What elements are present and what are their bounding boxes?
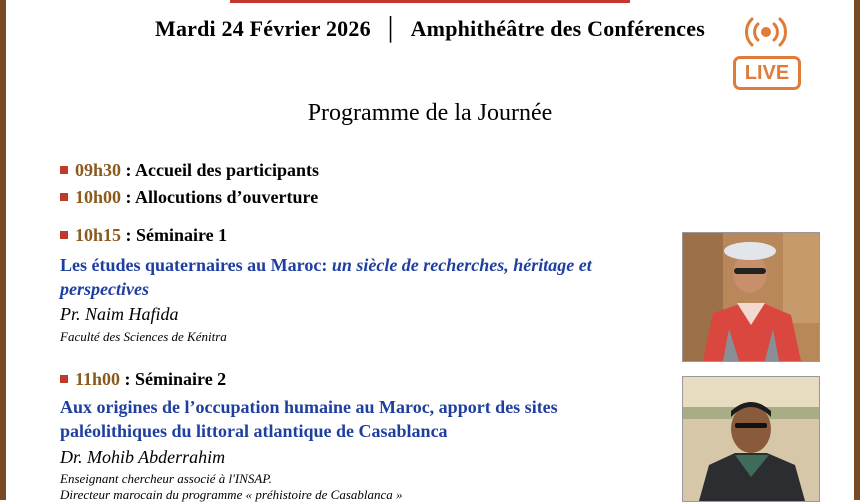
seminar-2-title-line-1: Aux origines de l’occupation humaine au Maroc, apport des sites <box>60 397 558 417</box>
seminar-time: 10h15 <box>75 225 122 245</box>
bullet-square-icon <box>60 166 68 174</box>
seminar-2-heading <box>60 369 226 390</box>
seminar-label: : Séminaire 2 <box>120 369 227 389</box>
seminar-2-affiliation-1: Enseignant chercheur associé à l'INSAP. <box>60 471 272 486</box>
seminar-2-speaker: Dr. Mohib Abderrahim <box>60 447 226 467</box>
seminar-1-speaker: Pr. Naim Hafida <box>60 304 179 324</box>
agenda-separator: : <box>121 187 136 207</box>
seminar-1-title-plain: Les études quaternaires au Maroc: <box>60 255 332 275</box>
seminar-label: : Séminaire 1 <box>121 225 228 245</box>
bullet-square-icon <box>60 231 68 239</box>
header-separator: │ <box>382 16 399 41</box>
speaker-2-photo <box>682 376 820 502</box>
agenda-separator: : <box>121 160 136 180</box>
broadcast-icon <box>743 14 789 54</box>
bullet-square-icon <box>60 375 68 383</box>
seminar-time: 11h00 <box>75 369 121 389</box>
page-frame-right <box>854 0 860 500</box>
seminar-2-title-line-2: paléolithiques du littoral atlantique de Casablanca <box>60 421 448 441</box>
top-banner-edge <box>230 0 630 3</box>
seminar-1-title-italic: un siècle de recherches, héritage et perspectives <box>60 255 592 299</box>
seminar-1-heading <box>60 225 227 246</box>
speaker-1-photo <box>682 232 820 362</box>
live-indicator <box>733 14 805 92</box>
event-header <box>0 16 860 42</box>
seminar-1-title <box>60 253 620 301</box>
agenda-item <box>60 187 318 208</box>
date-venue-line <box>0 16 860 42</box>
agenda-label: Accueil des participants <box>135 160 320 180</box>
agenda-time: 09h30 <box>75 160 122 180</box>
seminar-2-affiliation-2: Directeur marocain du programme « préhistoire de Casablanca » <box>60 487 403 502</box>
agenda-time: 10h00 <box>75 187 122 207</box>
programme-title: Programme de la Journée <box>307 100 553 126</box>
event-venue: Amphithéâtre des Conférences <box>410 16 705 41</box>
event-date: Mardi 24 Février 2026 <box>154 16 371 41</box>
seminar-1-affiliation: Faculté des Sciences de Kénitra <box>60 329 227 344</box>
bullet-square-icon <box>60 193 68 201</box>
agenda-label: Allocutions d’ouverture <box>135 187 319 207</box>
agenda-item <box>60 160 319 181</box>
live-badge: LIVE <box>733 56 801 90</box>
page-frame-left <box>0 0 6 500</box>
